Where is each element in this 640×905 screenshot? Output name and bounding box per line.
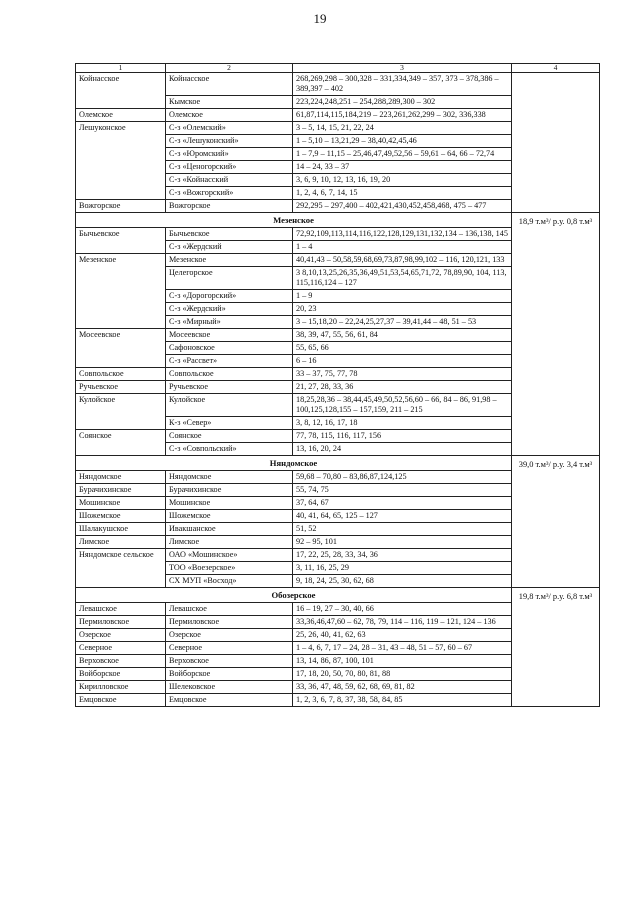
subdivision-name: Целегорское	[166, 267, 293, 290]
column-number-row	[76, 64, 600, 73]
subdivision-name: Лимское	[166, 536, 293, 549]
page-number: 19	[313, 11, 327, 26]
subdivision-name: Мосеевское	[166, 329, 293, 342]
section-header-row	[76, 213, 600, 228]
quarter-numbers: 3, 8, 12, 16, 17, 18	[293, 417, 512, 430]
quarter-numbers: 3, 11, 16, 25, 29	[293, 562, 512, 575]
quarter-numbers: 1 – 9	[293, 290, 512, 303]
subdivision-name: Кымское	[166, 96, 293, 109]
quarter-numbers: 55, 74, 75	[293, 484, 512, 497]
quarter-numbers: 292,295 – 297,400 – 402,421,430,452,458,468, 475 – 477	[293, 200, 512, 213]
subdivision-name: Кулойское	[166, 394, 293, 417]
district-name: Мошинское	[76, 497, 166, 510]
quarter-numbers: 33 – 37, 75, 77, 78	[293, 368, 512, 381]
subdivision-name: Мезенское	[166, 254, 293, 267]
quarter-numbers: 38, 39, 47, 55, 56, 61, 84	[293, 329, 512, 342]
quarter-numbers: 18,25,28,36 – 38,44,45,49,50,52,56,60 – 66, 84 – 86, 91,98 – 100,125,128,155 – 157,159, 211 – 215	[293, 394, 512, 417]
district-name: Северное	[76, 642, 166, 655]
subdivision-name: С-з «Мирный»	[166, 316, 293, 329]
district-name: Шожемское	[76, 510, 166, 523]
subdivision-name: Няндомское	[166, 471, 293, 484]
district-name: Койнасское	[76, 73, 166, 109]
district-name: Ручьевское	[76, 381, 166, 394]
subdivision-name: С-з «Олемский»	[166, 122, 293, 135]
subdivision-name: С-з «Рассвет»	[166, 355, 293, 368]
district-name: Кирилловское	[76, 681, 166, 694]
quarter-numbers: 268,269,298 – 300,328 – 331,334,349 – 357, 373 – 378,386 – 389,397 – 402	[293, 73, 512, 96]
district-name: Мезенское	[76, 254, 166, 329]
subdivision-name: Соянское	[166, 430, 293, 443]
section-title: Няндомское	[76, 456, 512, 471]
quarter-numbers: 223,224,248,251 – 254,288,289,300 – 302	[293, 96, 512, 109]
subdivision-name: Северное	[166, 642, 293, 655]
subdivision-name: Сафоновское	[166, 342, 293, 355]
subdivision-name: С-з «Вожгорский»	[166, 187, 293, 200]
quarter-numbers: 55, 65, 66	[293, 342, 512, 355]
quarter-numbers: 40, 41, 64, 65, 125 – 127	[293, 510, 512, 523]
quarter-numbers: 21, 27, 28, 33, 36	[293, 381, 512, 394]
quarter-numbers: 6 – 16	[293, 355, 512, 368]
district-name: Няндомское	[76, 471, 166, 484]
subdivision-name: Совпольское	[166, 368, 293, 381]
section-header-row	[76, 588, 600, 603]
quarter-numbers: 77, 78, 115, 116, 117, 156	[293, 430, 512, 443]
subdivision-name: С-з «Ценогорский»	[166, 161, 293, 174]
subdivision-name: Озерское	[166, 629, 293, 642]
subdivision-name: Войборское	[166, 668, 293, 681]
quarter-numbers: 72,92,109,113,114,116,122,128,129,131,132,134 – 136,138, 145	[293, 228, 512, 241]
quarter-numbers: 37, 64, 67	[293, 497, 512, 510]
district-name: Олемское	[76, 109, 166, 122]
quarter-numbers: 1, 2, 3, 6, 7, 8, 37, 38, 58, 84, 85	[293, 694, 512, 707]
subdivision-name: Емцовское	[166, 694, 293, 707]
quarter-numbers: 20, 23	[293, 303, 512, 316]
quarter-numbers: 9, 18, 24, 25, 30, 62, 68	[293, 575, 512, 588]
district-name: Пермиловское	[76, 616, 166, 629]
quarter-numbers: 61,87,114,115,184,219 – 223,261,262,299 – 302, 336,338	[293, 109, 512, 122]
quarter-numbers: 13, 14, 86, 87, 100, 101	[293, 655, 512, 668]
subdivision-name: С-з «Совпольский»	[166, 443, 293, 456]
subdivision-name: Пермиловское	[166, 616, 293, 629]
subdivision-name: Левашское	[166, 603, 293, 616]
quarter-numbers: 1 – 5,10 – 13,21,29 – 38,40,42,45,46	[293, 135, 512, 148]
subdivision-name: С-з «Койнасский	[166, 174, 293, 187]
quarter-numbers: 14 – 24, 33 – 37	[293, 161, 512, 174]
section-volume: 19,8 т.м³/ р.у. 6,8 т.м³	[512, 588, 600, 707]
table-row	[76, 73, 600, 96]
district-name: Бычьевское	[76, 228, 166, 254]
district-name: Бурачихинское	[76, 484, 166, 497]
quarter-numbers: 13, 16, 20, 24	[293, 443, 512, 456]
subdivision-name: С-з «Жердский»	[166, 303, 293, 316]
quarter-numbers: 1 – 4, 6, 7, 17 – 24, 28 – 31, 43 – 48, 51 – 57, 60 – 67	[293, 642, 512, 655]
district-name: Вожгорское	[76, 200, 166, 213]
section-title: Обозерское	[76, 588, 512, 603]
subdivision-name: СХ МУП «Восход»	[166, 575, 293, 588]
quarter-numbers: 16 – 19, 27 – 30, 40, 66	[293, 603, 512, 616]
subdivision-name: Верховское	[166, 655, 293, 668]
district-name: Кулойское	[76, 394, 166, 430]
district-name: Емцовское	[76, 694, 166, 707]
subdivision-name: Олемское	[166, 109, 293, 122]
subdivision-name: ТОО «Воезерское»	[166, 562, 293, 575]
district-name: Озерское	[76, 629, 166, 642]
quarter-numbers: 25, 26, 40, 41, 62, 63	[293, 629, 512, 642]
subdivision-name: Ручьевское	[166, 381, 293, 394]
quarter-numbers: 33, 36, 47, 48, 59, 62, 68, 69, 81, 82	[293, 681, 512, 694]
quarter-numbers: 33,36,46,47,60 – 62, 78, 79, 114 – 116, 119 – 121, 124 – 136	[293, 616, 512, 629]
column-number: 2	[166, 64, 293, 73]
section-title: Мезенское	[76, 213, 512, 228]
section-volume: 39,0 т.м³/ р.у. 3,4 т.м³	[512, 456, 600, 588]
subdivision-name: Бычьевское	[166, 228, 293, 241]
quarter-numbers: 59,68 – 70,80 – 83,86,87,124,125	[293, 471, 512, 484]
subdivision-name: ОАО «Мошинское»	[166, 549, 293, 562]
subdivision-name: Ивакшанское	[166, 523, 293, 536]
quarter-numbers: 3 – 5, 14, 15, 21, 22, 24	[293, 122, 512, 135]
district-name: Мосеевское	[76, 329, 166, 368]
quarter-numbers: 1 – 4	[293, 241, 512, 254]
district-name: Совпольское	[76, 368, 166, 381]
district-name: Шалакушское	[76, 523, 166, 536]
quarter-numbers: 17, 22, 25, 28, 33, 34, 36	[293, 549, 512, 562]
subdivision-name: С-з «Юромский»	[166, 148, 293, 161]
subdivision-name: К-з «Север»	[166, 417, 293, 430]
quarter-numbers: 40,41,43 – 50,58,59,68,69,73,87,98,99,102 – 116, 120,121, 133	[293, 254, 512, 267]
subdivision-name: С-з «Лешуконский»	[166, 135, 293, 148]
subdivision-name: Вожгорское	[166, 200, 293, 213]
section-volume: 18,9 т.м³/ р.у. 0,8 т.м³	[512, 213, 600, 456]
quarter-numbers: 1, 2, 4, 6, 7, 14, 15	[293, 187, 512, 200]
subdivision-name: Шожемское	[166, 510, 293, 523]
quarter-numbers: 1 – 7,9 – 11,15 – 25,46,47,49,52,56 – 59,61 – 64, 66 – 72,74	[293, 148, 512, 161]
subdivision-name: Мошинское	[166, 497, 293, 510]
volume-cell-empty	[512, 73, 600, 213]
column-number: 3	[293, 64, 512, 73]
subdivision-name: Бурачихинское	[166, 484, 293, 497]
district-name: Няндомское сельское	[76, 549, 166, 588]
district-name: Лешуконское	[76, 122, 166, 200]
section-header-row	[76, 456, 600, 471]
subdivision-name: С-з «Дорогорский»	[166, 290, 293, 303]
quarter-numbers: 17, 18, 20, 50, 70, 80, 81, 88	[293, 668, 512, 681]
quarter-numbers: 92 – 95, 101	[293, 536, 512, 549]
quarter-numbers: 3 – 15,18,20 – 22,24,25,27,37 – 39,41,44 – 48, 51 – 53	[293, 316, 512, 329]
district-name: Соянское	[76, 430, 166, 456]
forest-quarters-table	[75, 63, 600, 707]
subdivision-name: С-з «Жердский	[166, 241, 293, 254]
district-name: Верховское	[76, 655, 166, 668]
quarter-numbers: 3 8,10,13,25,26,35,36,49,51,53,54,65,71,72, 78,89,90, 104, 113, 115,116,124 – 127	[293, 267, 512, 290]
subdivision-name: Шелековское	[166, 681, 293, 694]
column-number: 4	[512, 64, 600, 73]
column-number: 1	[76, 64, 166, 73]
district-name: Войборское	[76, 668, 166, 681]
subdivision-name: Койнасское	[166, 73, 293, 96]
quarter-numbers: 51, 52	[293, 523, 512, 536]
district-name: Лимское	[76, 536, 166, 549]
quarter-numbers: 3, 6, 9, 10, 12, 13, 16, 19, 20	[293, 174, 512, 187]
district-name: Левашское	[76, 603, 166, 616]
